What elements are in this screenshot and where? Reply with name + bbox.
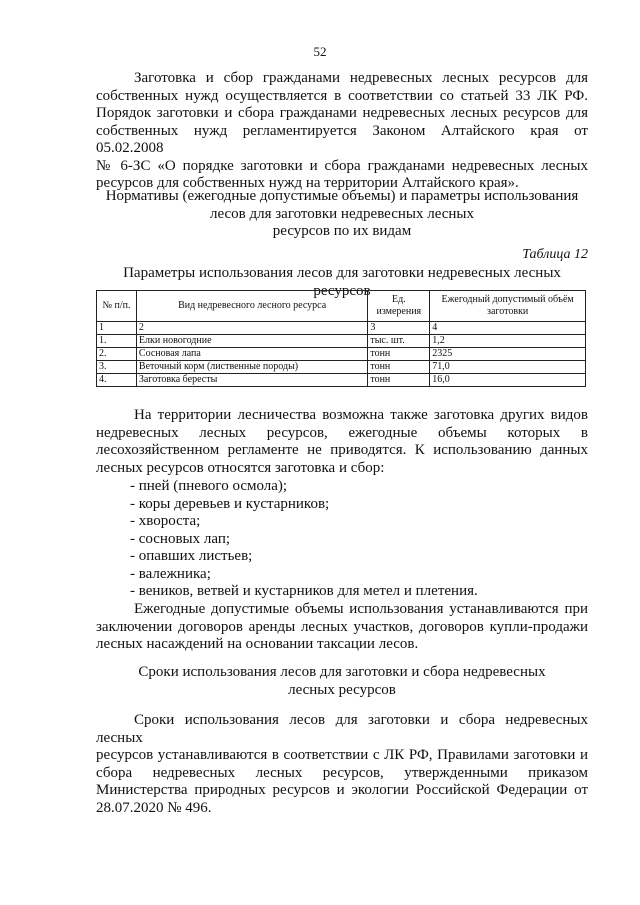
table-cell: Веточный корм (лиственные породы): [136, 361, 367, 374]
list-item: - хвороста;: [130, 513, 201, 529]
table-row: [97, 361, 586, 374]
paragraph-line: лесохозяйственном регламенте не приводятся. К использованию данных: [96, 442, 588, 458]
other-resources-paragraph: [96, 407, 588, 477]
list-item: - веников, ветвей и кустарников для метел и плетения.: [130, 583, 478, 599]
paragraph-line: Министерства природных ресурсов и экологии Российской Федерации от: [96, 782, 588, 798]
table-cell: 2: [136, 322, 367, 335]
paragraph-line: ресурсов устанавливаются в соответствии с ЛК РФ, Правилами заготовки и: [96, 747, 588, 763]
table-cell: Елки новогодние: [136, 335, 367, 348]
column-header: Ежегодный допустимый объём заготовки: [430, 291, 586, 322]
table-cell: 71,0: [430, 361, 586, 374]
section-title-line: Нормативы (ежегодные допустимые объемы) и параметры использования: [105, 188, 579, 204]
table-cell: Сосновая лапа: [136, 348, 367, 361]
paragraph-line: На территории лесничества возможна также заготовка других видов: [134, 407, 588, 423]
paragraph-line: Сроки использования лесов для заготовки и сбора недревесных лесных: [96, 712, 588, 746]
table-cell: 3.: [97, 361, 137, 374]
table-cell: Заготовка бересты: [136, 374, 367, 387]
intro-line: Порядок заготовки и сбора гражданами недревесных лесных ресурсов для: [96, 105, 588, 121]
intro-line: собственных нужд регламентируется Законом Алтайского края от 05.02.2008: [96, 122, 588, 156]
table-cell: 2325: [430, 348, 586, 361]
terms-paragraph: [96, 712, 588, 817]
intro-line: № 6-ЗС «О порядке заготовки и сбора гражданами недревесных лесных: [96, 157, 588, 174]
intro-line: собственных нужд осуществляется в соответствии со статьей 33 ЛК РФ.: [96, 87, 588, 104]
page-number: 52: [313, 44, 327, 59]
paragraph-line: лесных ресурсов относятся заготовка и сбор:: [96, 459, 385, 476]
table-row: [97, 335, 586, 348]
table-cell: 16,0: [430, 374, 586, 387]
column-header: Ед. измерения: [368, 291, 430, 322]
table-cell: 4: [430, 322, 586, 335]
section-title-line: лесов для заготовки недревесных лесных: [209, 205, 475, 222]
volumes-paragraph: [96, 601, 588, 654]
list-item: - коры деревьев и кустарников;: [130, 495, 330, 512]
table-caption: Параметры использования лесов для заготовки недревесных лесных ресурсов: [123, 265, 561, 299]
section-title-norms: [96, 188, 588, 241]
table-cell: тонн: [368, 348, 430, 361]
paragraph-line: недревесных лесных ресурсов, ежегодные объемы которых в: [96, 424, 588, 441]
paragraph-line: заключении договоров аренды лесных участков, договоров купли-продажи: [96, 618, 588, 635]
table-cell: 2.: [97, 348, 137, 361]
column-header: № п/п.: [97, 291, 137, 322]
resources-table: [96, 290, 586, 387]
column-header: Вид недревесного лесного ресурса: [136, 291, 367, 322]
list-item: - сосновых лап;: [130, 530, 231, 547]
intro-line: ресурсов для собственных нужд на территории Алтайского края».: [96, 175, 519, 191]
table-header-row: [97, 291, 586, 322]
resources-list: [130, 478, 588, 601]
list-item: - валежника;: [130, 565, 211, 582]
intro-paragraph: [96, 70, 588, 193]
table-cell: 4.: [97, 374, 137, 387]
table-row: [97, 374, 586, 387]
paragraph-line: лесных насаждений на основании таксации лесов.: [96, 636, 419, 652]
table-cell: 1,2: [430, 335, 586, 348]
section-title-line: Сроки использования лесов для заготовки и сбора недревесных: [138, 664, 546, 680]
paragraph-line: 28.07.2020 № 496.: [96, 799, 212, 816]
table-cell: тонн: [368, 374, 430, 387]
section-title-terms: [96, 664, 588, 699]
table-cell: тонн: [368, 361, 430, 374]
paragraph-line: сбора недревесных лесных ресурсов, утвержденными приказом: [96, 764, 588, 781]
table-cell: тыс. шт.: [368, 335, 430, 348]
table-numbering-row: [97, 322, 586, 335]
section-title-line: лесных ресурсов: [288, 681, 396, 698]
table-cell: 1: [97, 322, 137, 335]
intro-line: Заготовка и сбор гражданами недревесных лесных ресурсов для: [134, 70, 588, 86]
table-cell: 1.: [97, 335, 137, 348]
paragraph-line: Ежегодные допустимые объемы использования устанавливаются при: [134, 601, 588, 617]
section-title-line: ресурсов по их видам: [272, 223, 412, 239]
table-row: [97, 348, 586, 361]
list-item: - опавших листьев;: [130, 548, 253, 564]
table-label: Таблица 12: [522, 247, 588, 262]
table-cell: 3: [368, 322, 430, 335]
list-item: - пней (пневого осмола);: [130, 478, 288, 494]
